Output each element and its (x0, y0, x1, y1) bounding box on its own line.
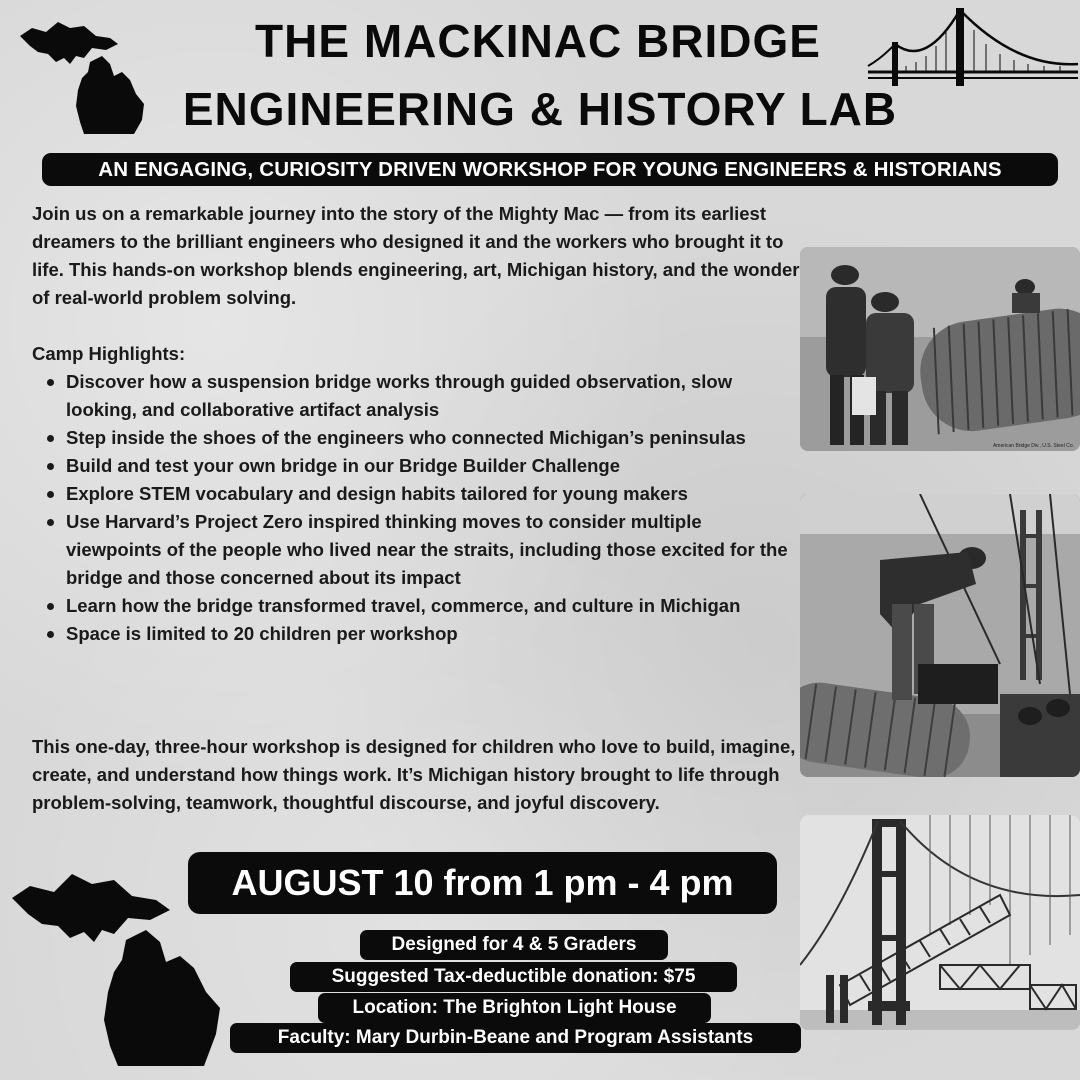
intro-paragraph: Join us on a remarkable journey into the story of the Mighty Mac — from its earliest dreamers to the brilliant engineers who designed it and the workers who brought it to life. This hands-on workshop blends engineering, art, Michigan history, and the wonder of real-world problem solving. (32, 203, 800, 308)
page-title-line2: ENGINEERING & HISTORY LAB (182, 83, 898, 135)
list-item: Discover how a suspension bridge works through guided observation, slow looking, and collaborative artifact analysis (32, 368, 802, 424)
faculty-label: Faculty: Mary Durbin-Beane and Program Assistants (230, 1023, 801, 1053)
workers-cable-photo (800, 247, 1080, 451)
photo-credit: American Bridge Div., U.S. Steel Co. (992, 443, 1074, 449)
closing-paragraph: This one-day, three-hour workshop is designed for children who love to build, imagine, create, and understand how things work. It’s Michigan history brought to life through problem-solving, teamwork, thoughtful discourse, and joyful discovery. (32, 736, 796, 813)
list-item: Build and test your own bridge in our Bridge Builder Challenge (32, 452, 802, 480)
list-item: Use Harvard’s Project Zero inspired thinking moves to consider multiple viewpoints of the people who lived near the straits, including those excited for the bridge and those concerned about its impact (32, 508, 802, 592)
bridge-construction-photo (800, 815, 1080, 1030)
subtitle-banner: AN ENGAGING, CURIOSITY DRIVEN WORKSHOP FOR YOUNG ENGINEERS & HISTORIANS (42, 153, 1058, 186)
event-date-banner: AUGUST 10 from 1 pm - 4 pm (188, 852, 777, 914)
list-item: Step inside the shoes of the engineers who connected Michigan’s peninsulas (32, 424, 802, 452)
donation-label: Suggested Tax-deductible donation: $75 (290, 962, 737, 992)
list-item: Explore STEM vocabulary and design habits tailored for young makers (32, 480, 802, 508)
location-label: Location: The Brighton Light House (318, 993, 711, 1023)
page-title-line1: THE MACKINAC BRIDGE (255, 15, 821, 67)
list-item: Space is limited to 20 children per workshop (32, 620, 802, 648)
list-item: Learn how the bridge transformed travel, commerce, and culture in Michigan (32, 592, 802, 620)
highlights-list (32, 368, 802, 648)
grade-label: Designed for 4 & 5 Graders (360, 930, 668, 960)
highlights-heading: Camp Highlights: (32, 343, 186, 364)
worker-on-cable-photo (800, 494, 1080, 777)
